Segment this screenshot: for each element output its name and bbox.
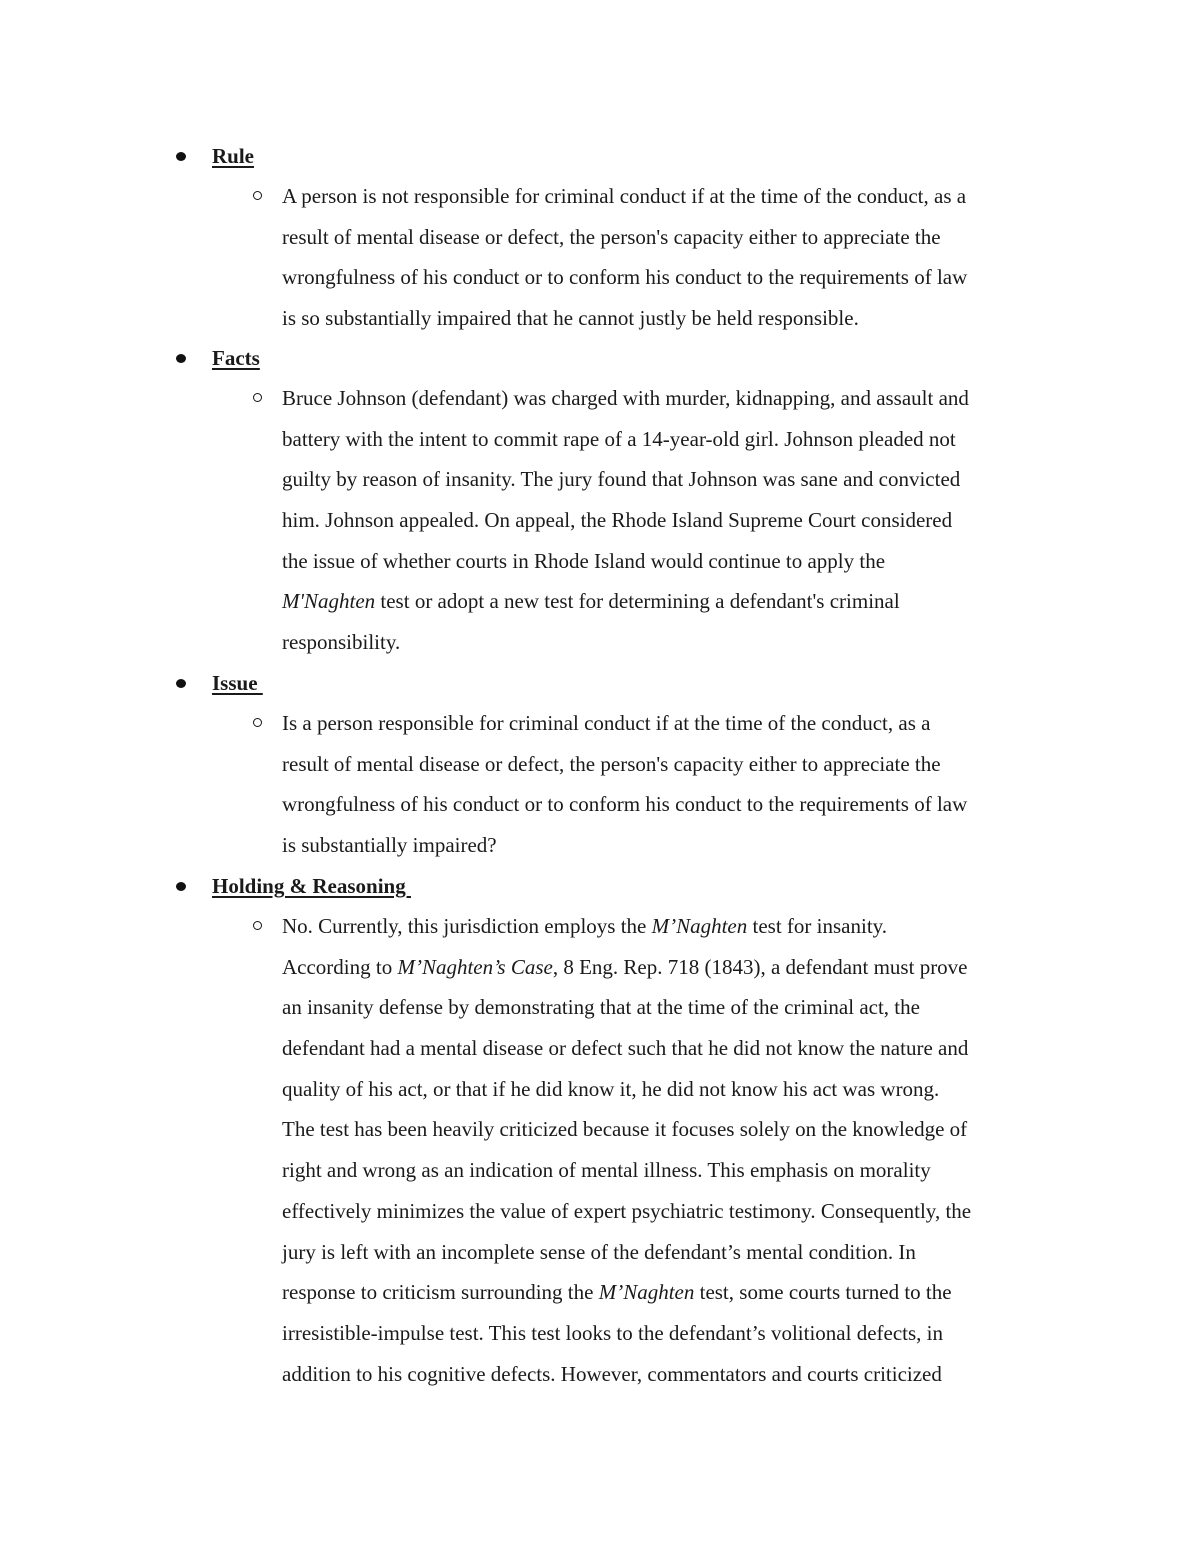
text-line: effectively minimizes the value of expert psychiatric testimony. Consequently, the <box>282 1198 972 1223</box>
hollow-bullet-icon <box>253 718 262 727</box>
section-heading-row <box>176 663 1076 703</box>
text-line: According to M’Naghten’s Case, 8 Eng. Rep. 718 (1843), a defendant must prove <box>282 954 968 979</box>
section-heading-row <box>176 136 1076 176</box>
section-issue <box>176 663 1076 866</box>
hollow-bullet-icon <box>253 393 262 402</box>
text-line: addition to his cognitive defects. However, commentators and courts criticized <box>282 1361 942 1386</box>
section-heading: Holding & Reasoning <box>212 874 411 898</box>
section-heading: Facts <box>212 346 260 370</box>
text-line: guilty by reason of insanity. The jury found that Johnson was sane and convicted <box>282 467 961 492</box>
text-line: result of mental disease or defect, the person's capacity either to appreciate the <box>282 224 941 249</box>
text-line: response to criticism surrounding the M’Naghten test, some courts turned to the <box>282 1280 952 1305</box>
text-line: M'Naghten test or adopt a new test for determining a defendant's criminal <box>282 589 900 614</box>
bullet-icon <box>176 882 186 891</box>
section-body <box>282 906 1062 1394</box>
section-heading: Rule <box>212 144 254 168</box>
section-body <box>282 703 1062 866</box>
text-line: is so substantially impaired that he cannot justly be held responsible. <box>282 306 859 331</box>
section-holding-reasoning <box>176 866 1076 1394</box>
section-body <box>282 176 1062 339</box>
text-line: right and wrong as an indication of mental illness. This emphasis on morality <box>282 1158 931 1183</box>
bullet-icon <box>176 354 186 363</box>
text-line: jury is left with an incomplete sense of the defendant’s mental condition. In <box>282 1239 916 1264</box>
text-line: wrongfulness of his conduct or to conform his conduct to the requirements of law <box>282 265 968 290</box>
section-heading: Issue <box>212 671 263 695</box>
text-line: the issue of whether courts in Rhode Island would continue to apply the <box>282 548 886 573</box>
section-heading-row <box>176 338 1076 378</box>
text-line: Is a person responsible for criminal conduct if at the time of the conduct, as a <box>282 711 931 735</box>
text-line: responsibility. <box>282 630 401 655</box>
hollow-bullet-icon <box>253 191 262 200</box>
text-line: quality of his act, or that if he did know it, he did not know his act was wrong. <box>282 1076 940 1101</box>
section-body <box>282 378 1062 663</box>
text-line: No. Currently, this jurisdiction employs the M’Naghten test for insanity. <box>282 914 888 938</box>
text-line: an insanity defense by demonstrating that at the time of the criminal act, the <box>282 995 920 1020</box>
text-line: is substantially impaired? <box>282 833 497 858</box>
bullet-icon <box>176 679 186 688</box>
section-facts <box>176 338 1076 663</box>
text-line: The test has been heavily criticized because it focuses solely on the knowledge of <box>282 1117 968 1142</box>
text-line: A person is not responsible for criminal conduct if at the time of the conduct, as a <box>282 184 967 208</box>
section-heading-row <box>176 866 1076 906</box>
text-line: Bruce Johnson (defendant) was charged with murder, kidnapping, and assault and <box>282 386 969 410</box>
text-line: wrongfulness of his conduct or to conform his conduct to the requirements of law <box>282 792 968 817</box>
hollow-bullet-icon <box>253 921 262 930</box>
section-rule <box>176 136 1076 339</box>
bullet-icon <box>176 152 186 161</box>
text-line: battery with the intent to commit rape of a 14-year-old girl. Johnson pleaded not <box>282 426 956 451</box>
text-line: irresistible-impulse test. This test looks to the defendant’s volitional defects, in <box>282 1320 943 1345</box>
text-line: result of mental disease or defect, the person's capacity either to appreciate the <box>282 751 941 776</box>
text-line: him. Johnson appealed. On appeal, the Rhode Island Supreme Court considered <box>282 508 953 533</box>
text-line: defendant had a mental disease or defect such that he did not know the nature and <box>282 1036 969 1061</box>
